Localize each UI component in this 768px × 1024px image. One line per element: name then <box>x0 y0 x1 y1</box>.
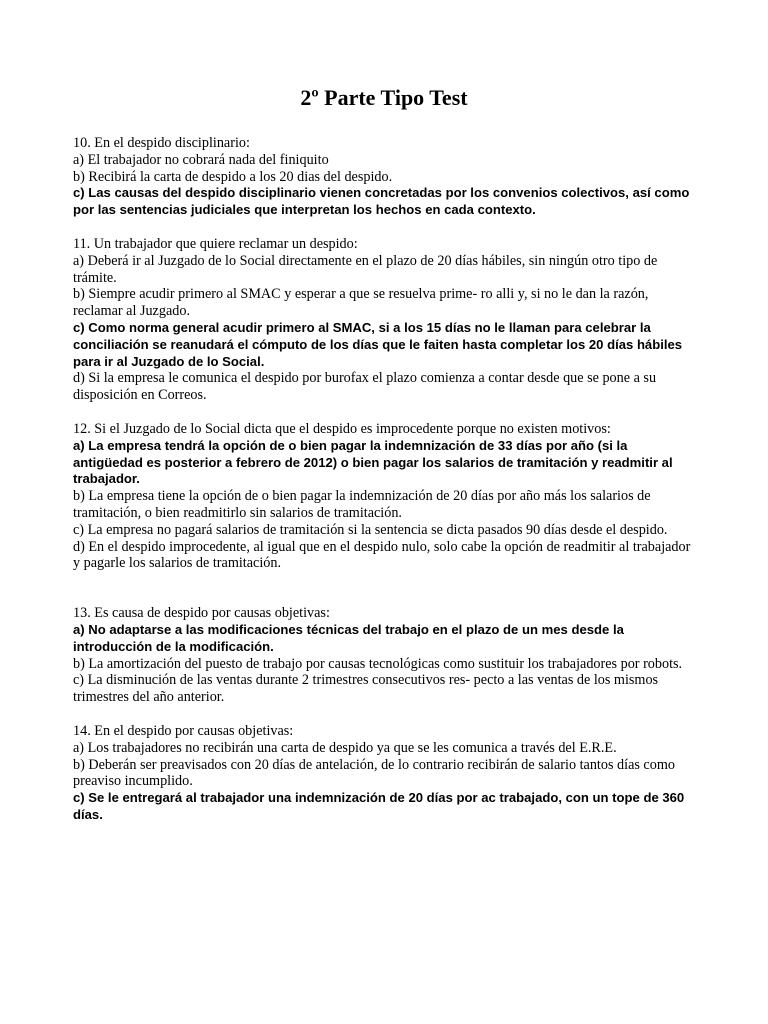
answer-option: a) El trabajador no cobrará nada del finiquito <box>73 151 329 168</box>
question-prompt: 11. Un trabajador que quiere reclamar un despido: <box>73 235 358 252</box>
question-prompt: 12. Si el Juzgado de lo Social dicta que el despido es improcedente porque no existen motivos: <box>73 420 611 437</box>
answer-option: d) Si la empresa le comunica el despido por burofax el plazo comienza a contar desde que se pone a su disposición en Correos. <box>73 370 657 404</box>
question-list <box>73 135 698 824</box>
answer-option: b) Recibirá la carta de despido a los 20 dias del despido. <box>73 168 393 185</box>
correct-answer-option: c) Las causas del despido disciplinario vienen concretadas por los convenios colectivos, así como por las sentencias judiciales que interpretan los hechos en cada contexto. <box>73 185 690 218</box>
answer-option: b) La empresa tiene la opción de o bien pagar la indemnización de 20 días por año más los salarios de tramitación, o bien readmitirlo sin salarios de tramitación. <box>73 488 651 521</box>
answer-option: c) La disminución de las ventas durante 2 trimestres consecutivos res- pecto a las ventas de los mismos trimestres del año anterior. <box>73 672 659 706</box>
answer-option: c) La empresa no pagará salarios de tramitación si la sentencia se dicta pasados 90 días desde el despido. <box>73 521 668 538</box>
answer-option: b) La amortización del puesto de trabajo por causas tecnológicas como sustituir los trabajadores por robots. <box>73 655 683 672</box>
question-14 <box>73 723 698 824</box>
correct-answer-option: c) Se le entregará al trabajador una indemnización de 20 días por ac trabajado, con un tope de 360 días. <box>73 790 685 822</box>
question-prompt: 13. Es causa de despido por causas objetivas: <box>73 605 330 622</box>
question-12 <box>73 421 698 572</box>
question-11 <box>73 236 698 404</box>
page-title: 2º Parte Tipo Test <box>300 85 468 110</box>
spacer <box>73 219 698 236</box>
spacer <box>73 572 698 605</box>
answer-option: b) Siempre acudir primero al SMAC y esperar a que se resuelva prime- ro alli y, si no le dan la razón, reclamar al Juzgado. <box>73 286 649 320</box>
correct-answer-option: a) No adaptarse a las modificaciones técnicas del trabajo en el plazo de un mes desde la introducción de la modificación. <box>73 621 624 654</box>
spacer <box>73 706 698 723</box>
answer-option: a) Deberá ir al Juzgado de lo Social directamente en el plazo de 20 días hábiles, sin ningún otro tipo de trámite. <box>73 252 658 286</box>
question-prompt: 14. En el despido por causas objetivas: <box>73 722 294 739</box>
question-prompt: 10. En el despido disciplinario: <box>73 135 250 151</box>
answer-option: b) Deberán ser preavisados con 20 días de antelación, de lo contrario recibirán de salario tantos días como preaviso incumplido. <box>73 756 675 790</box>
answer-option: d) En el despido improcedente, al igual que en el despido nulo, solo cabe la opción de readmitir al trabajador y pagarle los salarios de tramitación. <box>73 538 691 572</box>
correct-answer-option: c) Como norma general acudir primero al SMAC, si a los 15 días no le llaman para celebrar la conciliación se reanudará el cómputo de los días que le faiten hasta completar los 20 días hábiles para ir al Juzgado de lo Social. <box>73 319 683 369</box>
answer-option: a) Los trabajadores no recibirán una carta de despido ya que se les comunica a través del E.R.E. <box>73 739 617 756</box>
spacer <box>73 404 698 421</box>
correct-answer-option: a) La empresa tendrá la opción de o bien pagar la indemnización de 33 días por año (si la antigüedad es posterior a febrero de 2012) o bien pagar los salarios de tramitación y readmitir al trabajador. <box>73 437 673 487</box>
question-13 <box>73 605 698 706</box>
question-10 <box>73 135 698 219</box>
